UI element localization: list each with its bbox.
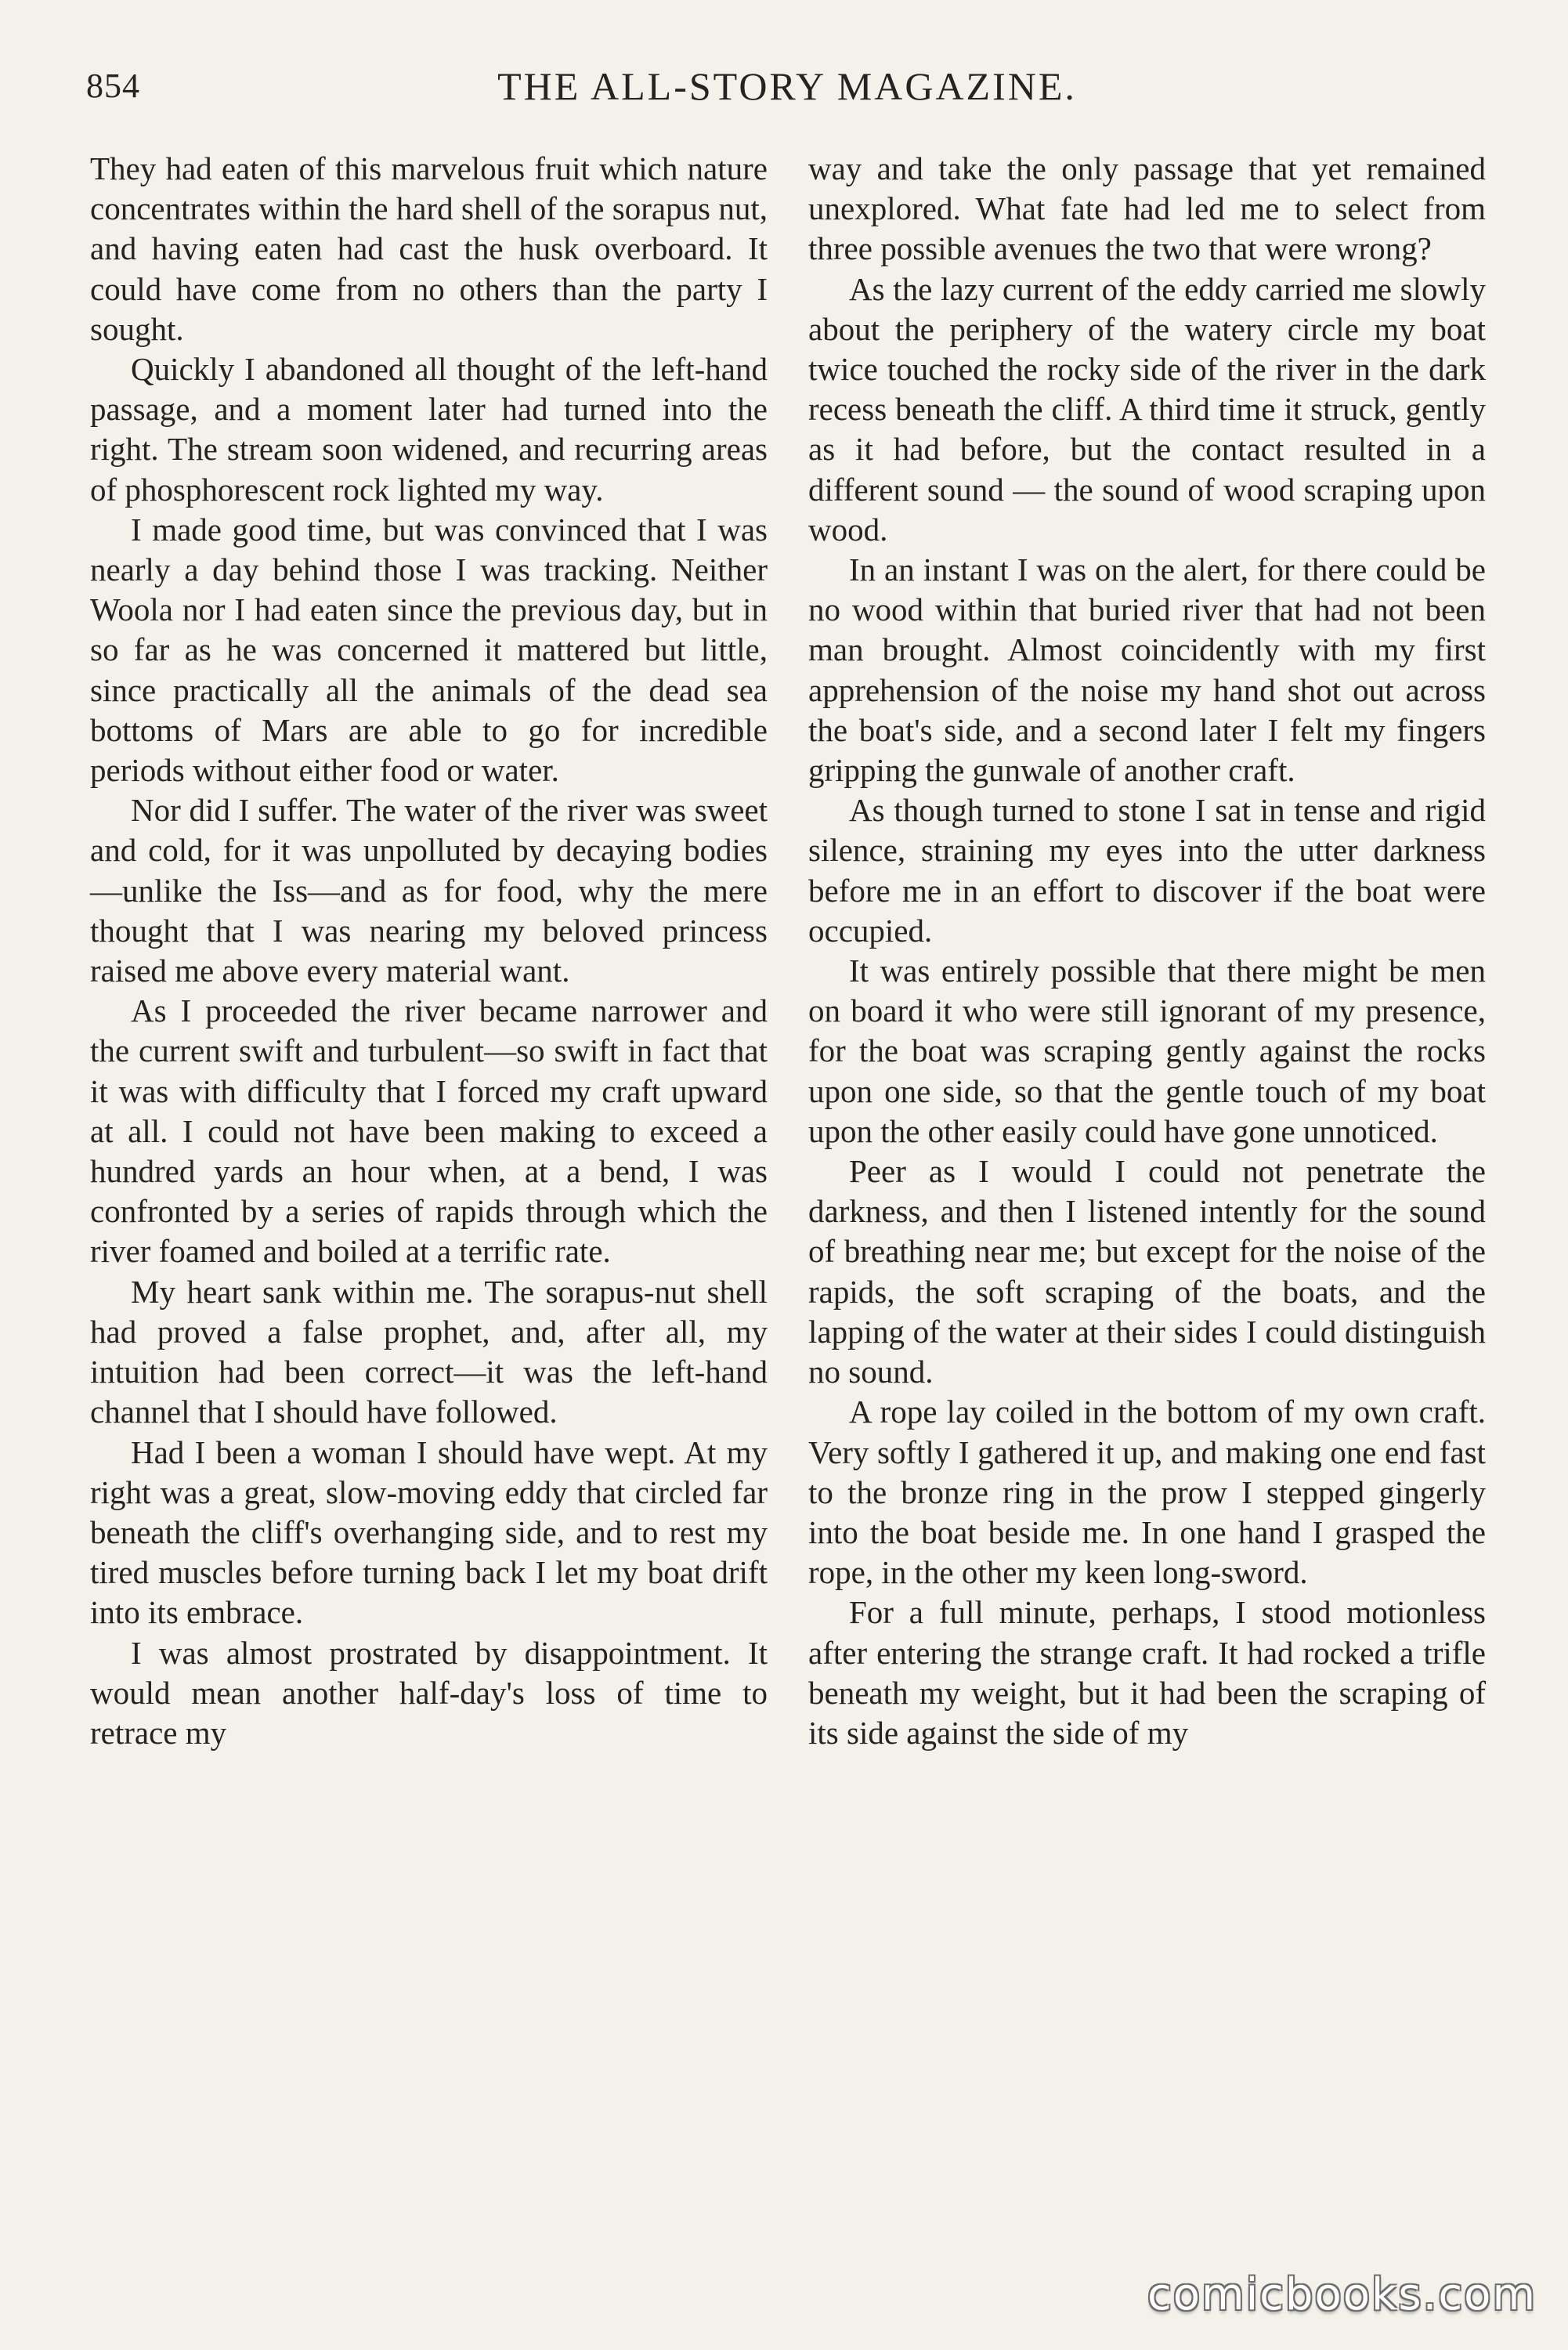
watermark-logo: comicbooks.com (1147, 2269, 1537, 2320)
paragraph: Quickly I abandoned all thought of the left-hand passage, and a moment later had turned into the right. The stream soon widened, and recurring areas of phosphorescent rock lighted my way. (90, 351, 768, 508)
paragraph: As I proceeded the river became narrower and the current swift and turbulent—so swift in fact that it was with difficulty that I forced my craft upward at all. I could not have been making to exceed a hundred yards an hour when, at a bend, I was confronted by a series of rapids through which the river foamed and boiled at a terrific rate. (90, 992, 768, 1270)
paragraph: Nor did I suffer. The water of the river was sweet and cold, for it was unpolluted by decaying bodies—unlike the Iss—and as for food, why the mere thought that I was nearing my beloved princess raised me above every material want. (90, 792, 768, 989)
paragraph: A rope lay coiled in the bottom of my own craft. Very softly I gathered it up, and making one end fast to the bronze ring in the prow I stepped gingerly into the boat beside me. In one hand I grasped the rope, in the other my keen long-sword. (808, 1394, 1486, 1591)
paragraph: Peer as I would I could not penetrate the darkness, and then I listened intently for the sound of breathing near me; but except for the noise of the rapids, the soft scraping of the boats, and the lapping of the water at their sides I could distinguish no sound. (808, 1153, 1486, 1390)
paragraph: I made good time, but was convinced that I was nearly a day behind those I was tracking. Neither Woola nor I had eaten since the previous day, but in so far as he was concerned it mattered but little, since practically all the animals of the dead sea bottoms of Mars are able to go for incredible periods without either food or water. (90, 511, 768, 789)
page-header (86, 63, 1488, 125)
paragraph: For a full minute, perhaps, I stood motionless after entering the strange craft. It had rocked a trifle beneath my weight, but it had been the scraping of its side against the side of my (808, 1594, 1486, 1751)
paragraph: My heart sank within me. The sorapus-nut shell had proved a false prophet, and, after all, my intuition had been correct—it was the left-hand channel that I should have followed. (90, 1273, 768, 1430)
page-number: 854 (86, 67, 140, 105)
paragraph: Had I been a woman I should have wept. At my right was a great, slow-moving eddy that circled far beneath the cliff's overhanging side, and to rest my tired muscles before turning back I let my boat drift into its embrace. (90, 1434, 768, 1631)
paragraph: As though turned to stone I sat in tense and rigid silence, straining my eyes into the utter darkness before me in an effort to discover if the boat were occupied. (808, 792, 1486, 949)
left-column (90, 149, 768, 1753)
paragraph: way and take the only passage that yet remained unexplored. What fate had led me to select from three possible avenues the two that were wrong? (808, 150, 1486, 267)
paragraph: I was almost prostrated by disappointment. It would mean another half-day's loss of time to retrace my (90, 1634, 768, 1751)
paragraph: As the lazy current of the eddy carried me slowly about the periphery of the watery circle my boat twice touched the rocky side of the river in the dark recess beneath the cliff. A third time it struck, gently as it had before, but the contact resulted in a different sound — the sound of wood scraping upon wood. (808, 270, 1486, 548)
paragraph: In an instant I was on the alert, for there could be no wood within that buried river that had not been man brought. Almost coincidently with my first apprehension of the noise my hand shot out across the boat's side, and a second later I felt my fingers gripping the gunwale of another craft. (808, 551, 1486, 789)
right-column (808, 149, 1486, 1753)
paragraph: It was entirely possible that there might be men on board it who were still ignorant of my presence, for the boat was scraping gently against the rocks upon one side, so that the gentle touch of my boat upon the other easily could have gone unnoticed. (808, 953, 1486, 1149)
running-head: THE ALL-STORY MAGAZINE. (497, 64, 1077, 108)
paragraph: They had eaten of this marvelous fruit which nature concentrates within the hard shell of the sorapus nut, and having eaten had cast the husk overboard. It could have come from no others than the party I sought. (90, 150, 768, 347)
